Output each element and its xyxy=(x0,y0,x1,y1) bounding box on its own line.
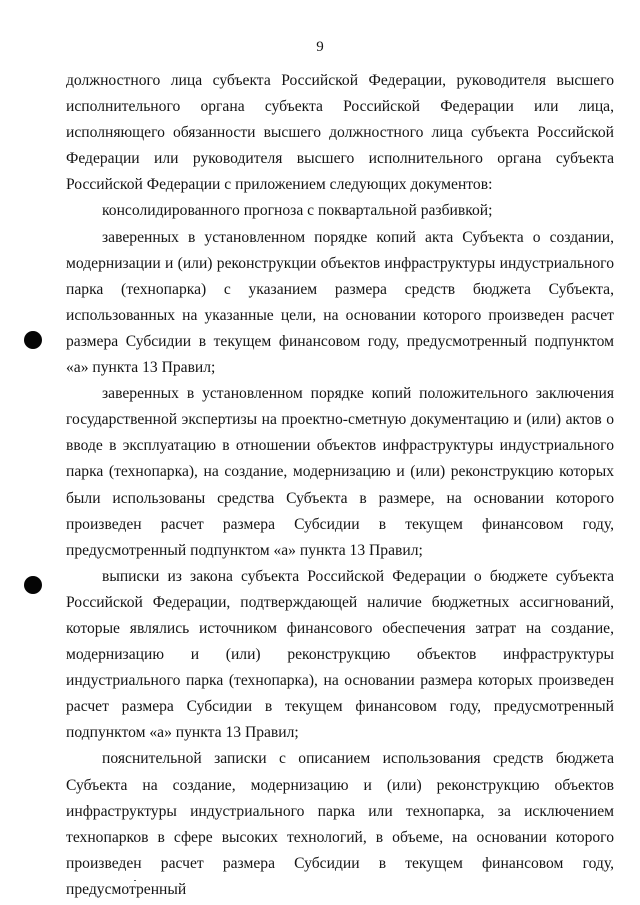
paragraph-applicant-continuation: должностного лица субъекта Российской Федерации, руководителя высшего исполнительного органа субъекта Российской Федерации или лица, исполняющего обязанности высшего должностного лица субъекта Российской Федерации или руководителя высшего исполнительного органа субъекта Российской Федерации с приложением следующих документов: xyxy=(66,72,614,194)
paragraph-consolidated-forecast: консолидированного прогноза с поквартальной разбивкой; xyxy=(102,202,493,220)
paragraph-act-copies: заверенных в установленном порядке копий акта Субъекта о создании, модернизации и (или) реконструкции объектов инфраструктуры индустриального парка (технопарка) с указанием размера средств бюджета Субъекта, использованных на указанные цели, на основании которого произведен расчет размера Субсидии в текущем финансовом году, предусмотренный подпунктом «а» пункта 13 Правил; xyxy=(66,228,614,377)
punch-hole-mark xyxy=(24,331,42,349)
page-number: 9 xyxy=(316,39,324,55)
scan-speck xyxy=(134,880,136,881)
punch-hole-mark xyxy=(24,576,42,594)
document-body xyxy=(66,68,614,903)
paragraph-budget-law-extract: выписки из закона субъекта Российской Федерации о бюджете субъекта Российской Федерации, подтверждающей наличие бюджетных ассигнований, которые являлись источником финансового обеспечения затрат на создание, модернизацию и (или) реконструкцию объектов инфраструктуры индустриального парка (технопарка), на основании размера которых произведен расчет размера Субсидии в текущем финансовом году, предусмотренный подпунктом «а» пункта 13 Правил; xyxy=(66,567,614,742)
paragraph-explanatory-note: пояснительной записки с описанием использования средств бюджета Субъекта на создание, модернизацию и (или) реконструкцию объектов инфраструктуры индустриального парка или технопарка, за исключением технопарков в сфере высоких технологий, в объеме, на основании которого произведен расчет размера Субсидии в текущем финансовом году, предусмотренный xyxy=(66,750,614,898)
paragraph-expertise-copies: заверенных в установленном порядке копий положительного заключения государственной экспертизы на проектно-сметную документацию и (или) актов о вводе в эксплуатацию в отношении объектов инфраструктуры индустриального парка (технопарка), на создание, модернизацию и (или) реконструкцию которых были использованы средства Субъекта в размере, на основании которого произведен расчет размера Субсидии в текущем финансовом году, предусмотренный подпунктом «а» пункта 13 Правил; xyxy=(66,385,614,559)
